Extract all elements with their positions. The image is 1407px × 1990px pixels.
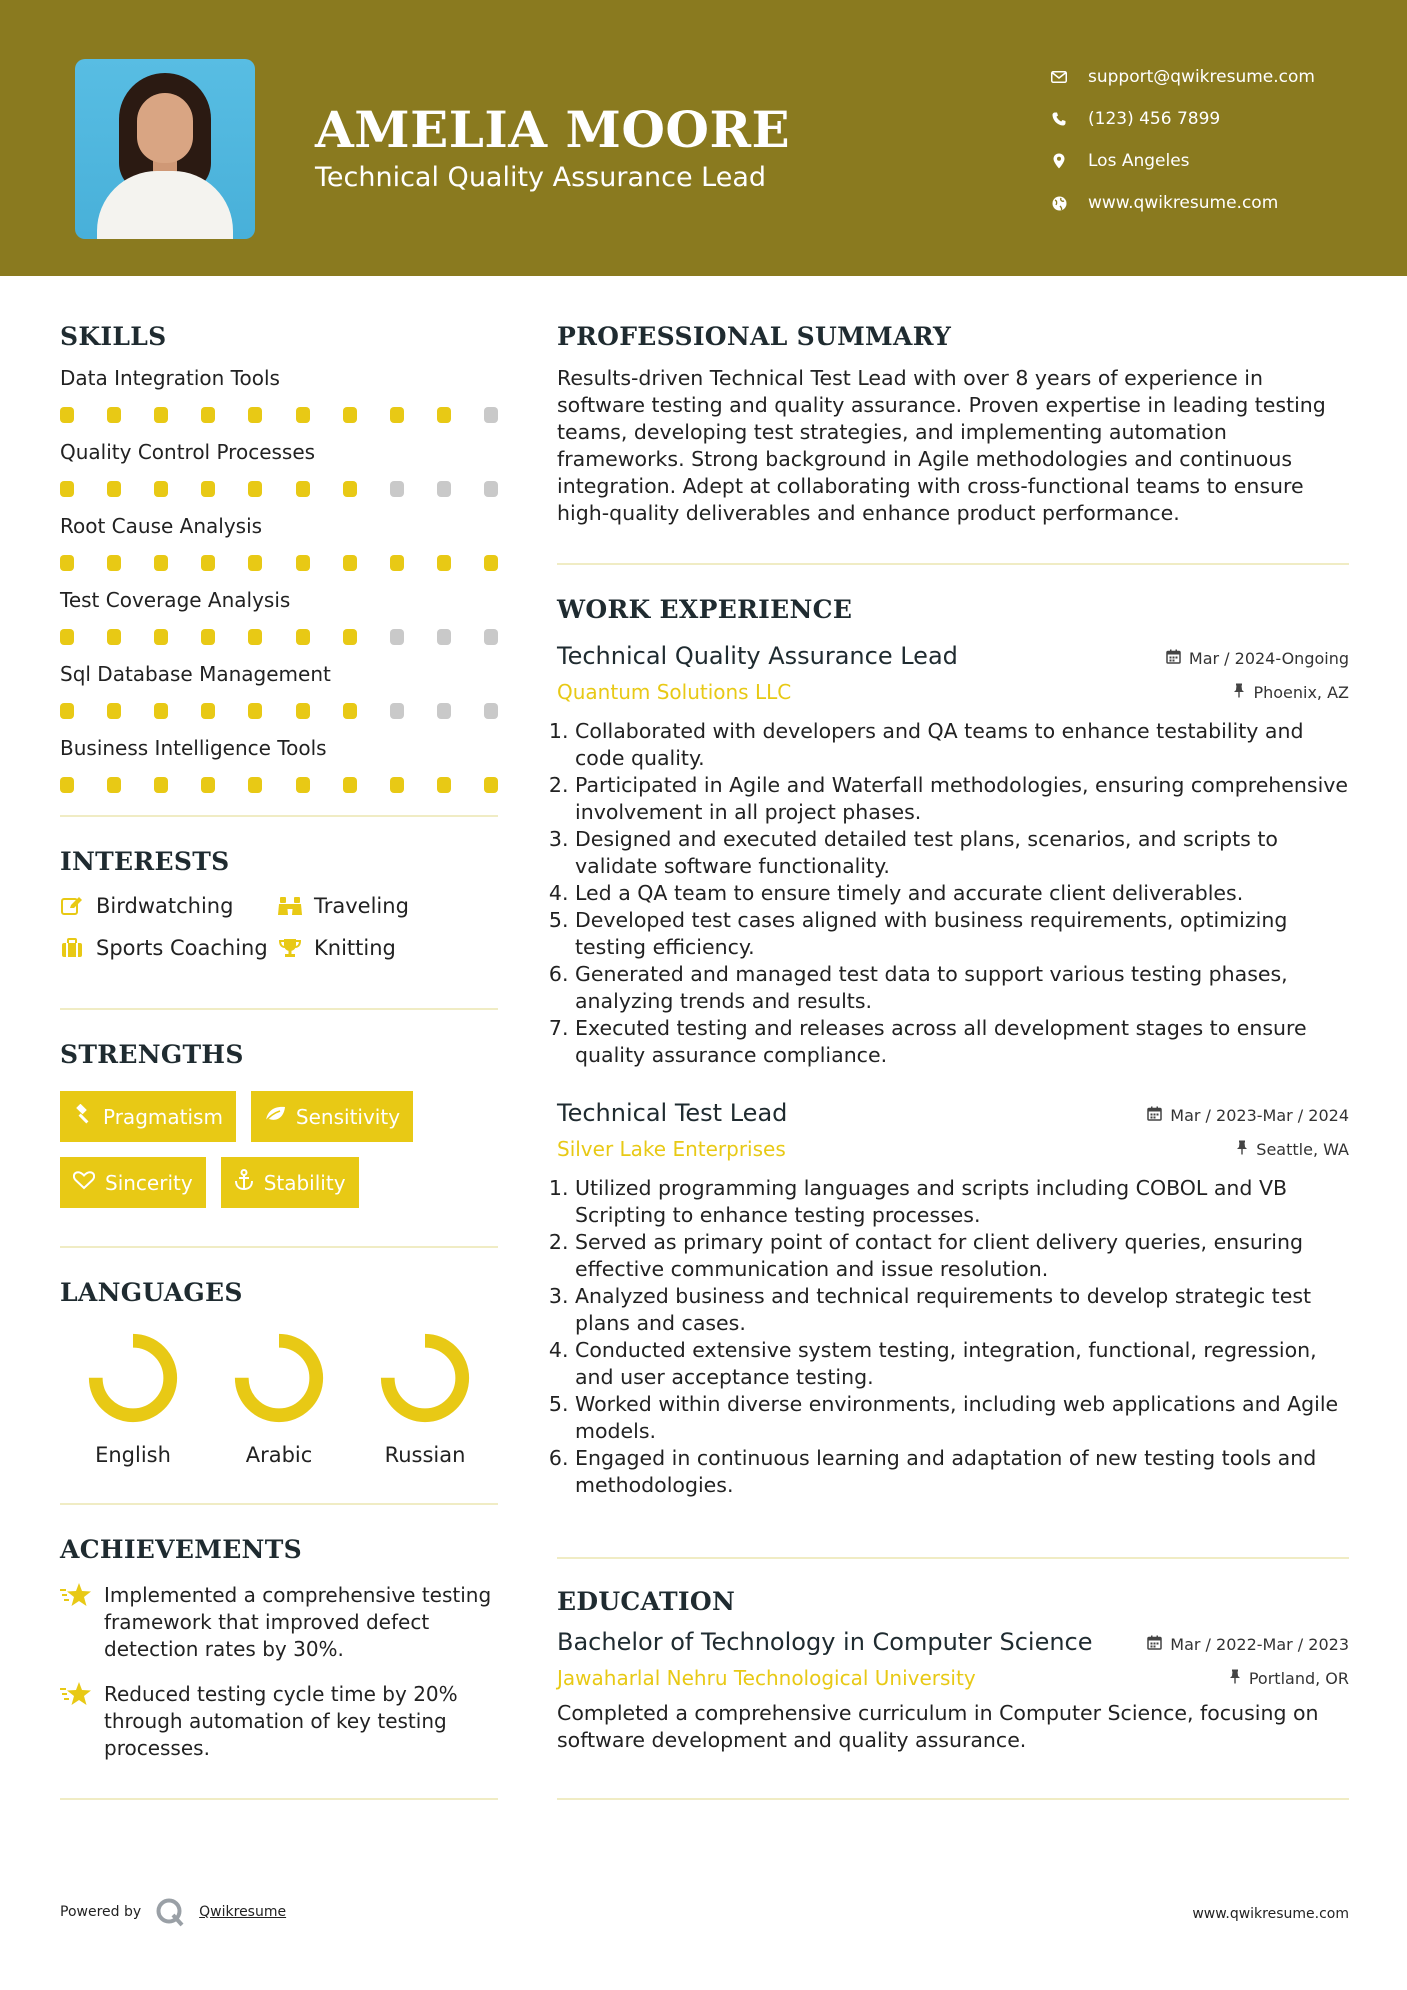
rating-dot-filled [296, 555, 310, 571]
contact-email[interactable] [1050, 56, 1390, 98]
rating-dot-filled [107, 703, 121, 719]
job-entry [557, 1099, 1349, 1499]
company-name: Quantum Solutions LLC [557, 680, 792, 704]
rating-dot-filled [60, 407, 74, 423]
summary-heading: PROFESSIONAL SUMMARY [557, 322, 952, 351]
rating-dot-empty [437, 481, 451, 497]
briefcase-icon [60, 936, 84, 960]
strength-label: Pragmatism [103, 1104, 223, 1129]
trophy-icon [278, 936, 302, 960]
skill-item [60, 661, 498, 723]
star-icon [60, 1582, 92, 1610]
job-bullet: 2. Served as primary point of contact for client delivery queries, ensuring effective communication and issue resolution. [575, 1229, 1349, 1283]
interests-list [60, 894, 498, 960]
strengths-heading: STRENGTHS [60, 1040, 244, 1069]
skill-name: Business Intelligence Tools [60, 736, 327, 760]
strengths-list [60, 1091, 498, 1208]
envelope-icon [1050, 68, 1068, 86]
skills-list [60, 365, 498, 797]
rating-dot-filled [201, 703, 215, 719]
strength-tag [221, 1157, 359, 1208]
job-bullet: 1. Utilized programming languages and scripts including COBOL and VB Scripting to enhance testing processes. [575, 1175, 1349, 1229]
contact-phone[interactable] [1050, 98, 1390, 140]
skill-item [60, 365, 498, 427]
rating-dot-filled [107, 555, 121, 571]
job-bullet: 4. Led a QA team to ensure timely and accurate client deliverables. [575, 880, 1349, 907]
interest-item [60, 894, 278, 918]
school-name: Jawaharlal Nehru Technological University [557, 1666, 976, 1690]
job-date-text: Mar / 2024-Ongoing [1188, 649, 1349, 668]
rating-dot-filled [296, 629, 310, 645]
rating-dot-filled [248, 703, 262, 719]
education-section [557, 1587, 1349, 1754]
rating-dot-filled [248, 777, 262, 793]
contact-email-text: support@qwikresume.com [1088, 67, 1315, 87]
rating-dot-filled [107, 407, 121, 423]
languages-heading: LANGUAGES [60, 1278, 243, 1307]
rating-dot-filled [484, 555, 498, 571]
achievement-text: Implemented a comprehensive testing framework that improved defect detection rates by 30%. [104, 1583, 492, 1661]
calendar-icon [1166, 649, 1181, 668]
achievement-item [60, 1681, 498, 1762]
binoculars-icon [278, 894, 302, 918]
language-ring [84, 1329, 182, 1427]
rating-dot-filled [437, 555, 451, 571]
skill-rating [60, 555, 498, 575]
rating-dot-filled [60, 703, 74, 719]
interest-item [60, 936, 278, 960]
section-divider [60, 1246, 498, 1248]
rating-dot-empty [390, 629, 404, 645]
skill-item [60, 735, 498, 797]
strength-label: Sensitivity [295, 1104, 401, 1129]
achievement-text: Reduced testing cycle time by 20% through automation of key testing processes. [104, 1682, 458, 1760]
job-bullet: 7. Executed testing and releases across all development stages to ensure quality assurance compliance. [575, 1015, 1349, 1069]
rating-dot-filled [107, 629, 121, 645]
contact-location [1050, 140, 1390, 182]
rating-dot-filled [201, 407, 215, 423]
language-item [352, 1329, 498, 1467]
section-divider [557, 1557, 1349, 1559]
rating-dot-filled [154, 629, 168, 645]
interest-label: Traveling [314, 894, 409, 918]
map-marker-icon [1050, 152, 1068, 170]
section-divider [60, 815, 498, 817]
education-location [1229, 1669, 1349, 1688]
language-name: Russian [384, 1443, 466, 1467]
rating-dot-filled [248, 481, 262, 497]
candidate-name: AMELIA MOORE [315, 100, 791, 159]
rating-dot-empty [437, 703, 451, 719]
skill-name: Sql Database Management [60, 662, 331, 686]
rating-dot-filled [201, 555, 215, 571]
interests-section [60, 847, 498, 960]
rating-dot-filled [248, 407, 262, 423]
rating-dot-filled [60, 629, 74, 645]
rating-dot-filled [343, 629, 357, 645]
skill-rating [60, 407, 498, 427]
language-ring [376, 1329, 474, 1427]
job-entry [557, 642, 1349, 1069]
skill-rating [60, 481, 498, 501]
skills-section [60, 322, 498, 797]
job-date-text: Mar / 2023-Mar / 2024 [1170, 1106, 1349, 1125]
profile-photo [75, 59, 255, 239]
job-location [1233, 683, 1349, 702]
language-item [206, 1329, 352, 1467]
powered-by-text: Powered by [60, 1904, 142, 1920]
rating-dot-filled [296, 777, 310, 793]
education-description: Completed a comprehensive curriculum in Computer Science, focusing on software development and quality assurance. [557, 1701, 1319, 1752]
job-location-text: Seattle, WA [1256, 1139, 1349, 1159]
rating-dot-filled [343, 777, 357, 793]
interest-label: Knitting [314, 936, 396, 960]
job-date [1147, 1106, 1349, 1125]
company-name: Silver Lake Enterprises [557, 1137, 786, 1161]
interest-label: Sports Coaching [96, 936, 268, 960]
gavel-icon [73, 1104, 93, 1129]
rating-dot-empty [390, 703, 404, 719]
left-column [60, 322, 498, 1800]
pushpin-icon [1236, 1140, 1248, 1159]
qwikresume-logo-icon [155, 1897, 185, 1927]
footer-website-link[interactable]: www.qwikresume.com [1192, 1906, 1349, 1922]
skill-name: Root Cause Analysis [60, 514, 263, 538]
anchor-icon [234, 1169, 254, 1196]
rating-dot-filled [296, 703, 310, 719]
job-bullet: 3. Designed and executed detailed test plans, scenarios, and scripts to validate software functionality. [575, 826, 1349, 880]
achievements-heading: ACHIEVEMENTS [60, 1535, 302, 1564]
experience-heading: WORK EXPERIENCE [557, 595, 853, 624]
job-bullets [557, 1175, 1349, 1499]
rating-dot-filled [248, 629, 262, 645]
rating-dot-filled [201, 777, 215, 793]
rating-dot-filled [154, 777, 168, 793]
strength-label: Stability [263, 1170, 346, 1195]
job-bullet: 1. Collaborated with developers and QA teams to enhance testability and code quality. [575, 718, 1349, 772]
rating-dot-filled [343, 407, 357, 423]
calendar-icon [1147, 1106, 1162, 1125]
heart-icon [73, 1171, 95, 1195]
rating-dot-filled [201, 629, 215, 645]
degree-title: Bachelor of Technology in Computer Science [557, 1628, 1093, 1656]
languages-list [60, 1329, 498, 1467]
interest-label: Birdwatching [96, 894, 234, 918]
skill-rating [60, 703, 498, 723]
section-divider [60, 1798, 498, 1800]
job-title: Technical Test Lead [557, 1099, 788, 1127]
section-divider [557, 563, 1349, 565]
skill-item [60, 439, 498, 501]
language-item [60, 1329, 206, 1467]
rating-dot-filled [343, 703, 357, 719]
education-entry [557, 1628, 1349, 1754]
language-name: English [95, 1443, 171, 1467]
education-heading: EDUCATION [557, 1587, 736, 1616]
rating-dot-empty [484, 629, 498, 645]
summary-section [557, 322, 1349, 527]
job-bullet: 3. Analyzed business and technical requirements to develop strategic test plans and cases. [575, 1283, 1349, 1337]
rating-dot-filled [343, 481, 357, 497]
footer-powered-by [60, 1897, 286, 1927]
skill-item [60, 513, 498, 575]
contact-website-text: www.qwikresume.com [1088, 193, 1279, 213]
job-bullet: 5. Developed test cases aligned with business requirements, optimizing testing efficiency. [575, 907, 1349, 961]
contact-phone-text: (123) 456 7899 [1088, 109, 1221, 129]
rating-dot-filled [154, 555, 168, 571]
section-divider [60, 1008, 498, 1010]
rating-dot-filled [60, 555, 74, 571]
rating-dot-empty [484, 407, 498, 423]
job-location [1236, 1140, 1349, 1159]
education-date [1147, 1635, 1349, 1654]
job-bullet: 4. Conducted extensive system testing, integration, functional, regression, and user acceptance testing. [575, 1337, 1349, 1391]
achievement-item [60, 1582, 498, 1663]
skill-item [60, 587, 498, 649]
contact-list [1050, 56, 1390, 224]
rating-dot-filled [154, 703, 168, 719]
rating-dot-filled [390, 555, 404, 571]
rating-dot-filled [107, 481, 121, 497]
pushpin-icon [1229, 1669, 1241, 1688]
job-bullets [557, 718, 1349, 1069]
job-date [1166, 649, 1349, 668]
skill-name: Test Coverage Analysis [60, 588, 291, 612]
job-bullet: 5. Worked within diverse environments, including web applications and Agile models. [575, 1391, 1349, 1445]
rating-dot-filled [60, 481, 74, 497]
rating-dot-empty [484, 481, 498, 497]
strength-tag [60, 1157, 206, 1208]
candidate-title: Technical Quality Assurance Lead [315, 162, 766, 193]
interest-item [278, 936, 498, 960]
rating-dot-filled [437, 777, 451, 793]
interests-heading: INTERESTS [60, 847, 230, 876]
rating-dot-filled [343, 555, 357, 571]
rating-dot-filled [390, 777, 404, 793]
strength-label: Sincerity [105, 1170, 193, 1195]
job-bullet: 6. Engaged in continuous learning and adaptation of new testing tools and methodologies. [575, 1445, 1349, 1499]
education-location-text: Portland, OR [1248, 1668, 1349, 1688]
brand-link[interactable]: Qwikresume [199, 1904, 287, 1920]
skill-name: Data Integration Tools [60, 366, 280, 390]
globe-icon [1050, 194, 1068, 212]
job-bullet: 2. Participated in Agile and Waterfall methodologies, ensuring comprehensive involvement in all project phases. [575, 772, 1349, 826]
achievements-section [60, 1535, 498, 1762]
rating-dot-filled [484, 777, 498, 793]
education-date-text: Mar / 2022-Mar / 2023 [1170, 1635, 1349, 1654]
rating-dot-filled [248, 555, 262, 571]
rating-dot-filled [60, 777, 74, 793]
languages-section [60, 1278, 498, 1467]
phone-icon [1050, 110, 1068, 128]
rating-dot-empty [484, 703, 498, 719]
section-divider [557, 1798, 1349, 1800]
pencil-icon [60, 894, 84, 918]
rating-dot-filled [296, 481, 310, 497]
rating-dot-filled [107, 777, 121, 793]
rating-dot-filled [201, 481, 215, 497]
right-column [557, 322, 1349, 1800]
rating-dot-filled [296, 407, 310, 423]
rating-dot-filled [154, 481, 168, 497]
strength-tag [251, 1091, 413, 1142]
interest-item [278, 894, 498, 918]
contact-location-text: Los Angeles [1088, 151, 1190, 171]
rating-dot-empty [390, 481, 404, 497]
section-divider [60, 1503, 498, 1505]
skill-name: Quality Control Processes [60, 440, 316, 464]
resume-header [0, 0, 1407, 276]
language-name: Arabic [245, 1443, 313, 1467]
skill-rating [60, 629, 498, 649]
experience-section [557, 595, 1349, 1499]
strength-tag [60, 1091, 236, 1142]
pushpin-icon [1233, 683, 1245, 702]
leaf-icon [264, 1105, 286, 1128]
rating-dot-filled [437, 407, 451, 423]
star-icon [60, 1681, 92, 1709]
strengths-section [60, 1040, 498, 1208]
rating-dot-empty [437, 629, 451, 645]
skills-heading: SKILLS [60, 322, 167, 351]
job-location-text: Phoenix, AZ [1253, 682, 1349, 702]
rating-dot-filled [154, 407, 168, 423]
contact-website[interactable] [1050, 182, 1390, 224]
rating-dot-filled [390, 407, 404, 423]
job-title: Technical Quality Assurance Lead [557, 642, 958, 670]
skill-rating [60, 777, 498, 797]
language-ring [230, 1329, 328, 1427]
summary-text: Results-driven Technical Test Lead with over 8 years of experience in software testing and quality assurance. Proven expertise in leading testing teams, developing test strategies, and implementing automation frameworks. Strong background in Agile methodologies and continuous integration. Adept at collaborating with cross-functional teams to ensure high-quality deliverables and enhance product performance. [557, 366, 1326, 525]
job-bullet: 6. Generated and managed test data to support various testing phases, analyzing trends and results. [575, 961, 1349, 1015]
calendar-icon [1147, 1635, 1162, 1654]
